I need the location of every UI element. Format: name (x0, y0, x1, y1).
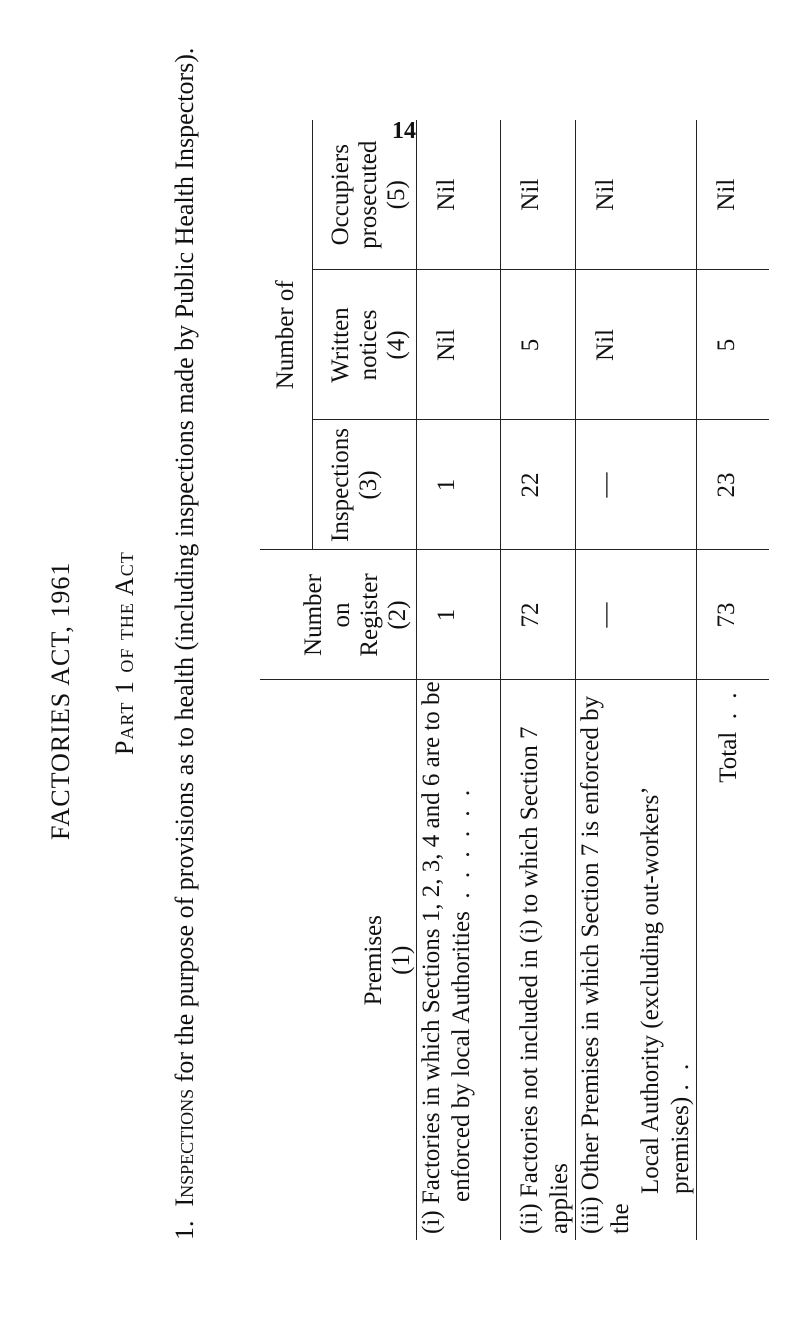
total-inspections: 23 (697, 420, 769, 550)
prosecuted-value: Nil (576, 120, 697, 270)
page-number: 14 (392, 118, 416, 144)
inspections-table (260, 120, 769, 1240)
header-number-on-register: Number on Register (2) (260, 550, 417, 680)
row-label: (i) Factories in which Sections 1, 2, 3, 4 and 6 are to be enforced by local Authorities . . . . . . (417, 680, 501, 1240)
notices-value: 5 (501, 270, 576, 420)
table-row (417, 120, 501, 1240)
table-row (576, 120, 697, 1240)
table-total-row (697, 120, 769, 1240)
document-subtitle: Part 1 of the Act (110, 551, 139, 755)
section-heading-text: for the purpose of provisions as to health (including inspections made by Public Health Inspectors). (170, 47, 199, 1089)
total-notices: 5 (697, 270, 769, 420)
register-value: 1 (417, 550, 501, 680)
row-label: (ii) Factories not included in (i) to which Section 7 applies (501, 680, 576, 1240)
table-row (501, 120, 576, 1240)
notices-value: Nil (417, 270, 501, 420)
section-heading (170, 48, 200, 1240)
register-value: 72 (501, 550, 576, 680)
inspections-value: 1 (417, 420, 501, 550)
prosecuted-value: Nil (417, 120, 501, 270)
total-register: 73 (697, 550, 769, 680)
document-title: FACTORIES ACT, 1961 (46, 561, 75, 840)
table-header-row (260, 120, 313, 1240)
header-number-of: Number of (260, 120, 313, 550)
section-number: 1. (170, 1220, 199, 1240)
header-occupiers-prosecuted: Occupiers prosecuted (5) (327, 140, 411, 249)
rotated-document-body (10, 47, 742, 1240)
header-written-notices: Written notices (4) (313, 270, 417, 420)
notices-value: Nil (576, 270, 697, 420)
register-value: — (576, 550, 697, 680)
header-inspections: Inspections (3) (313, 420, 417, 550)
section-heading-keyword: Inspections (170, 1088, 199, 1207)
inspections-value: — (576, 420, 697, 550)
row-label: (iii) Other Premises in which Section 7 is enforced by the Local Authority (excluding out-workers’ premises) . . (576, 680, 697, 1240)
inspections-value: 22 (501, 420, 576, 550)
total-prosecuted: Nil (697, 120, 769, 270)
header-premises: Premises (1) (260, 680, 417, 1240)
prosecuted-value: Nil (501, 120, 576, 270)
total-label: Total . . (697, 680, 769, 1240)
